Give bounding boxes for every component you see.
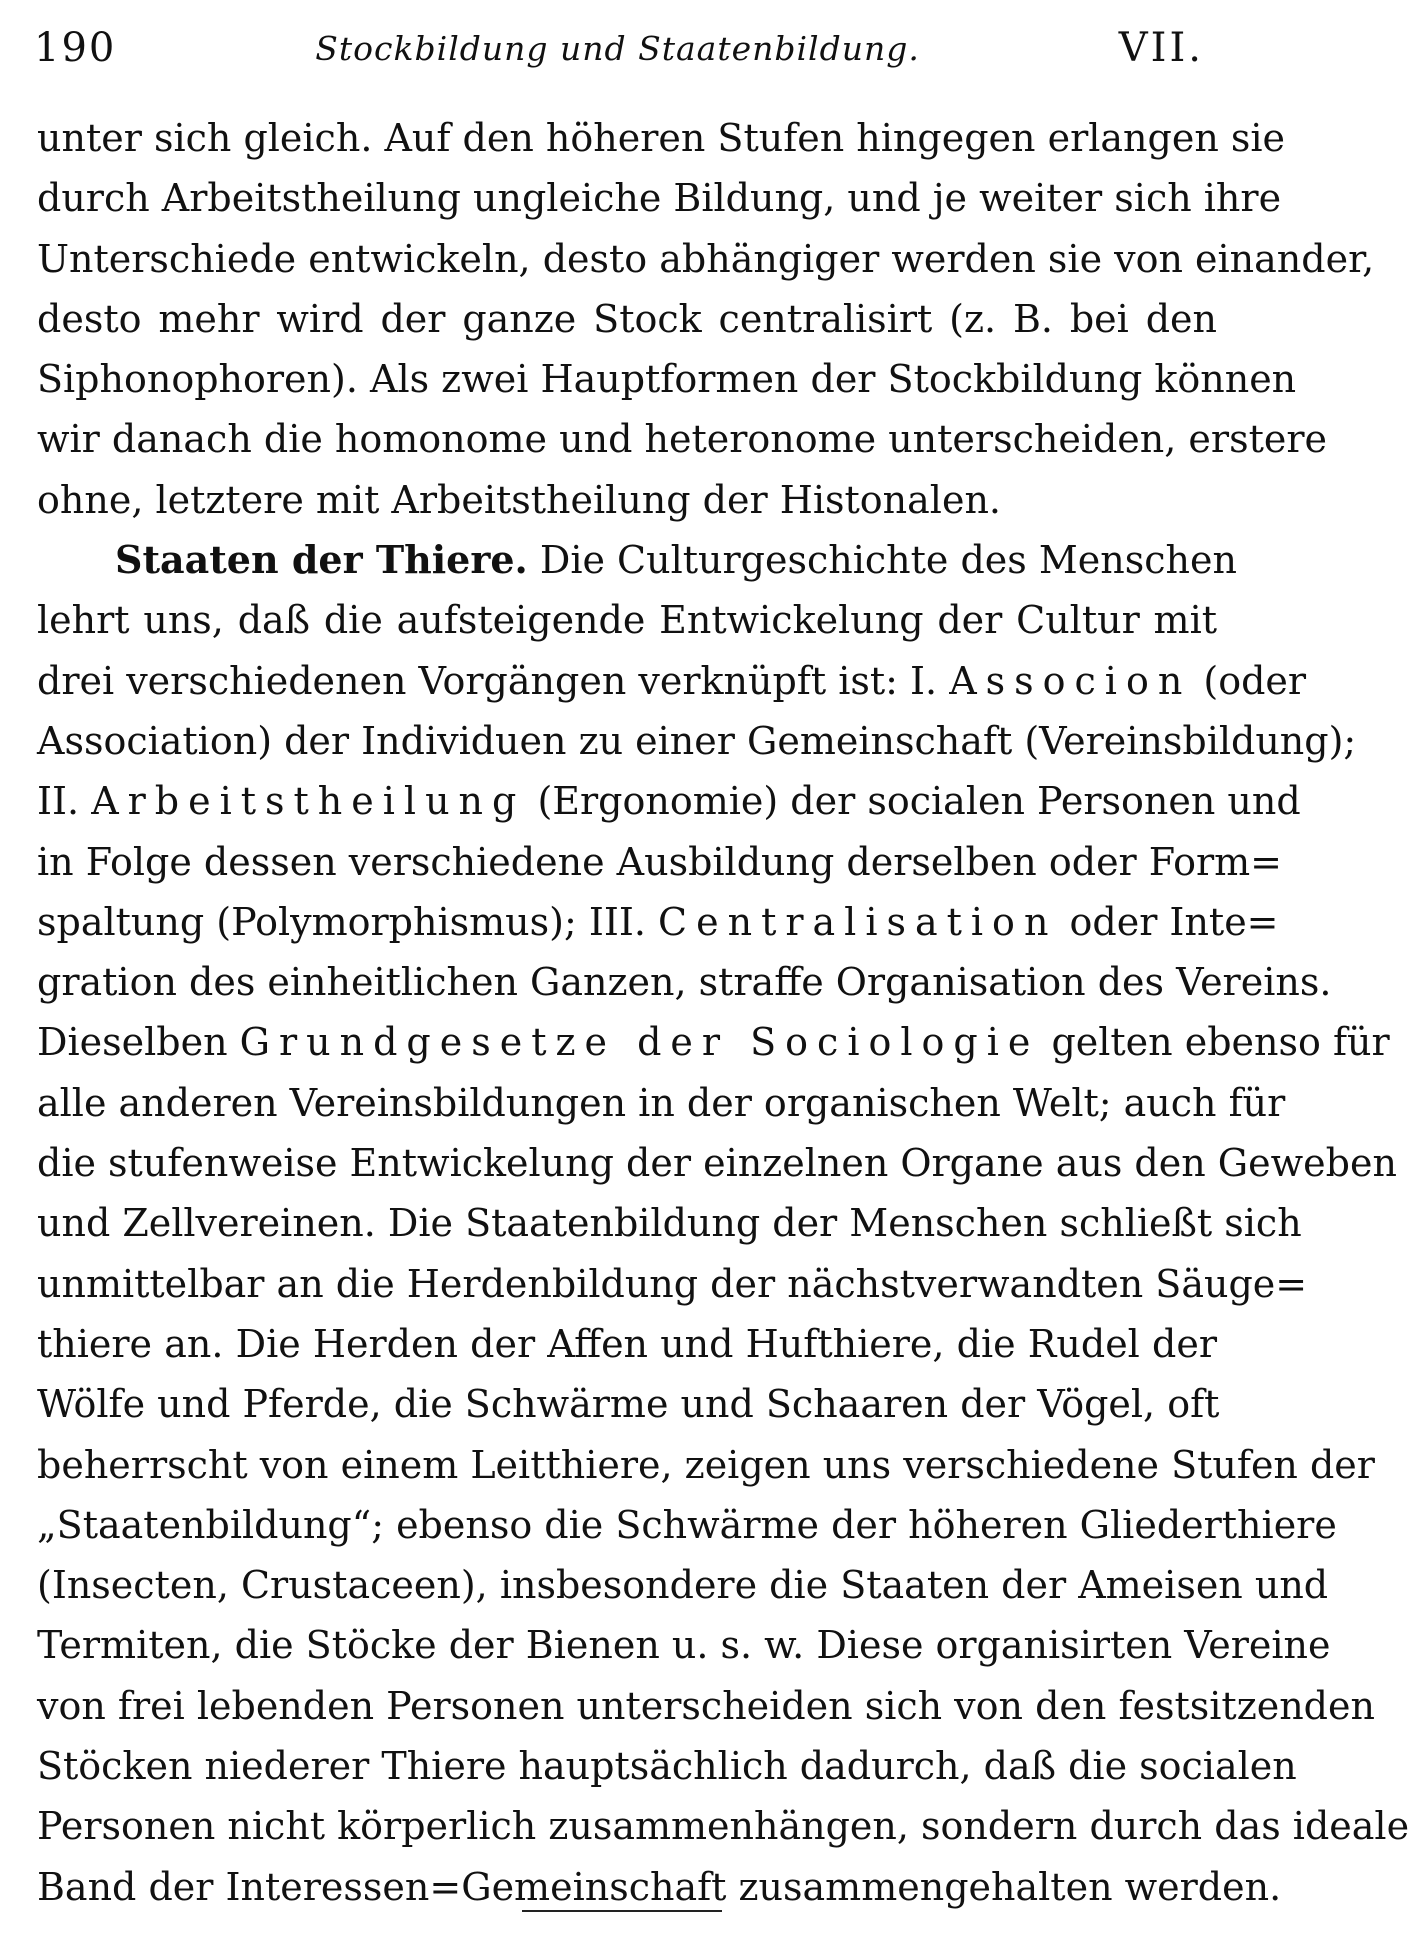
chapter-numeral: VII. — [1118, 25, 1204, 71]
text-run: Dieselben — [37, 1020, 240, 1065]
text-run: (Ergonomie) der socialen Personen und — [525, 779, 1301, 824]
spaced-term: Arbeitstheilung — [91, 779, 526, 824]
text-run: II. — [37, 779, 92, 824]
text-line: ohne, letztere mit Arbeitstheilung der Histonalen. — [37, 477, 1001, 522]
page-number: 190 — [34, 25, 117, 71]
text-line — [37, 651, 1307, 711]
text-run: Die Culturgeschichte des Menschen — [527, 538, 1237, 583]
text-line: wir danach die homonome und heteronome unterscheiden, erstere — [37, 417, 1327, 462]
text-line: unmittelbar an die Herdenbildung der nächstverwandten Säuge= — [37, 1261, 1308, 1306]
text-line: Band der Interessen=Gemeinschaft zusammengehalten werden. — [37, 1864, 1282, 1909]
text-line: desto mehr wird der ganze Stock centralisirt (z. B. bei den — [37, 296, 1217, 341]
text-line: durch Arbeitstheilung ungleiche Bildung, und je weiter sich ihre — [37, 176, 1282, 221]
text-line: thiere an. Die Herden der Affen und Hufthiere, die Rudel der — [37, 1321, 1217, 1366]
spaced-term: Grundgesetze der Sociologie — [239, 1020, 1040, 1065]
text-run: drei verschiedenen Vorgängen verknüpft ist: I. — [37, 658, 950, 703]
running-title: Stockbildung und Staatenbildung. — [315, 28, 920, 68]
text-line: (Insecten, Crustaceen), insbesondere die Staaten der Ameisen und — [37, 1563, 1329, 1608]
text-line: beherrscht von einem Leitthiere, zeigen uns verschiedene Stufen der — [37, 1442, 1375, 1487]
text-line: Termiten, die Stöcke der Bienen u. s. w. Diese organisirten Vereine — [37, 1623, 1331, 1668]
text-line: gration des einheitlichen Ganzen, straffe Organisation des Vereins. — [37, 960, 1332, 1005]
footer-rule — [522, 1910, 722, 1912]
text-line — [37, 771, 1301, 831]
text-run: oder Inte= — [1057, 899, 1279, 944]
text-line: von frei lebenden Personen unterscheiden sich von den festsitzenden — [37, 1683, 1375, 1728]
text-line — [37, 530, 1237, 590]
text-line — [37, 1012, 1390, 1072]
text-line: Personen nicht körperlich zusammenhängen, sondern durch das ideale — [37, 1804, 1409, 1849]
text-line: Stöcken niederer Thiere hauptsächlich dadurch, daß die socialen — [37, 1744, 1297, 1789]
text-line: alle anderen Vereinsbildungen in der organischen Welt; auch für — [37, 1080, 1286, 1125]
section-heading: Staaten der Thiere. — [115, 537, 528, 583]
text-line: Unterschiede entwickeln, desto abhängiger werden sie von einander, — [37, 236, 1375, 281]
text-run: (oder — [1191, 658, 1307, 703]
running-head — [34, 18, 1204, 78]
spaced-term: Associon — [949, 658, 1192, 703]
text-line: Association) der Individuen zu einer Gemeinschaft (Vereinsbildung); — [37, 718, 1357, 763]
text-line: lehrt uns, daß die aufsteigende Entwickelung der Cultur mit — [37, 598, 1217, 643]
text-line: in Folge dessen verschiedene Ausbildung derselben oder Form= — [37, 839, 1283, 884]
text-line: unter sich gleich. Auf den höheren Stufen hingegen erlangen sie — [37, 116, 1286, 160]
text-line: „Staatenbildung“; ebenso die Schwärme der höheren Gliederthiere — [37, 1502, 1337, 1547]
text-line: Siphonophoren). Als zwei Hauptformen der Stockbildung können — [37, 357, 1297, 402]
text-run: spaltung (Polymorphismus); III. — [37, 899, 659, 944]
body-text — [37, 108, 1409, 1917]
spaced-term: Centralisation — [658, 899, 1058, 944]
text-line: und Zellvereinen. Die Staatenbildung der Menschen schließt sich — [37, 1201, 1302, 1246]
text-line — [37, 892, 1279, 952]
text-run: gelten ebenso für — [1039, 1020, 1390, 1065]
text-line: Wölfe und Pferde, die Schwärme und Schaaren der Vögel, oft — [37, 1382, 1220, 1427]
text-line: die stufenweise Entwickelung der einzelnen Organe aus den Geweben — [37, 1141, 1397, 1186]
